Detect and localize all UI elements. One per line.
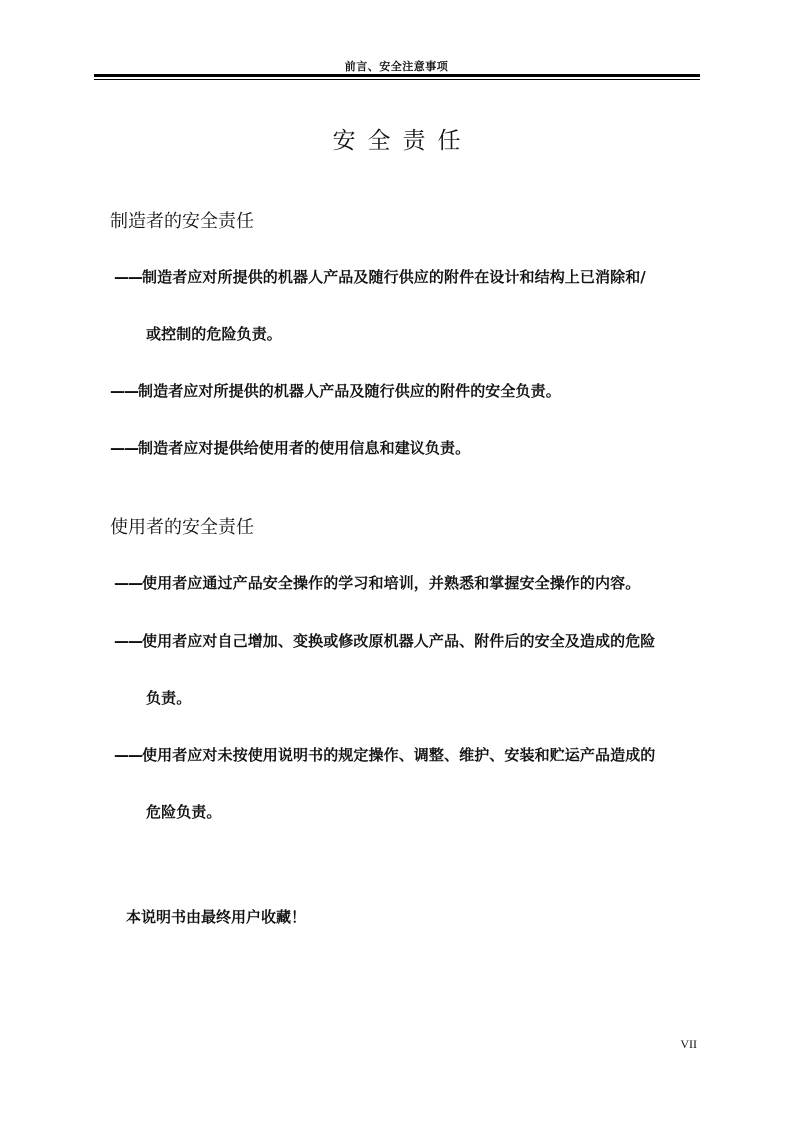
manufacturer-item-1-line-2: 或控制的危险负责。 — [146, 325, 282, 343]
user-item-2-text: 使用者应对自己增加、变换或修改原机器人产品、附件后的安全及造成的危险 — [142, 632, 656, 650]
user-item-1-text: 使用者应通过产品安全操作的学习和培训，并熟悉和掌握安全操作的内容。 — [142, 574, 641, 592]
em-dash-marker: —— — [110, 439, 138, 457]
manufacturer-section-heading: 制造者的安全责任 — [110, 211, 254, 232]
user-item-2-line-2: 负责。 — [146, 689, 192, 707]
em-dash-marker: —— — [114, 746, 142, 764]
manufacturer-item-2 — [110, 380, 561, 401]
running-header-title: 前言、安全注意事项 — [344, 60, 449, 73]
em-dash-marker: —— — [114, 268, 142, 286]
user-item-1 — [114, 572, 640, 593]
user-item-3-line-1 — [114, 744, 655, 765]
user-item-3-text: 使用者应对未按使用说明书的规定操作、调整、维护、安装和贮运产品造成的 — [142, 746, 656, 764]
user-item-2-line-1 — [114, 630, 655, 651]
header-rule-thick — [94, 74, 700, 77]
page-title: 安全责任 — [332, 128, 473, 154]
user-item-3-line-2: 危险负责。 — [146, 803, 222, 821]
em-dash-marker: —— — [110, 382, 138, 400]
manufacturer-item-3-text: 制造者应对提供给使用者的使用信息和建议负责。 — [138, 439, 471, 457]
user-section-heading: 使用者的安全责任 — [110, 517, 254, 538]
manufacturer-item-2-text: 制造者应对所提供的机器人产品及随行供应的附件的安全负责。 — [138, 382, 561, 400]
manufacturer-item-3 — [110, 437, 470, 458]
em-dash-marker: —— — [114, 574, 142, 592]
manufacturer-item-1-line-1 — [114, 266, 646, 287]
em-dash-marker: —— — [114, 632, 142, 650]
header-rule-thin — [94, 79, 700, 80]
page-number: VII — [680, 1037, 697, 1051]
closing-note: 本说明书由最终用户收藏！ — [126, 908, 307, 926]
manufacturer-item-1-text: 制造者应对所提供的机器人产品及随行供应的附件在设计和结构上已消除和/ — [142, 268, 646, 286]
